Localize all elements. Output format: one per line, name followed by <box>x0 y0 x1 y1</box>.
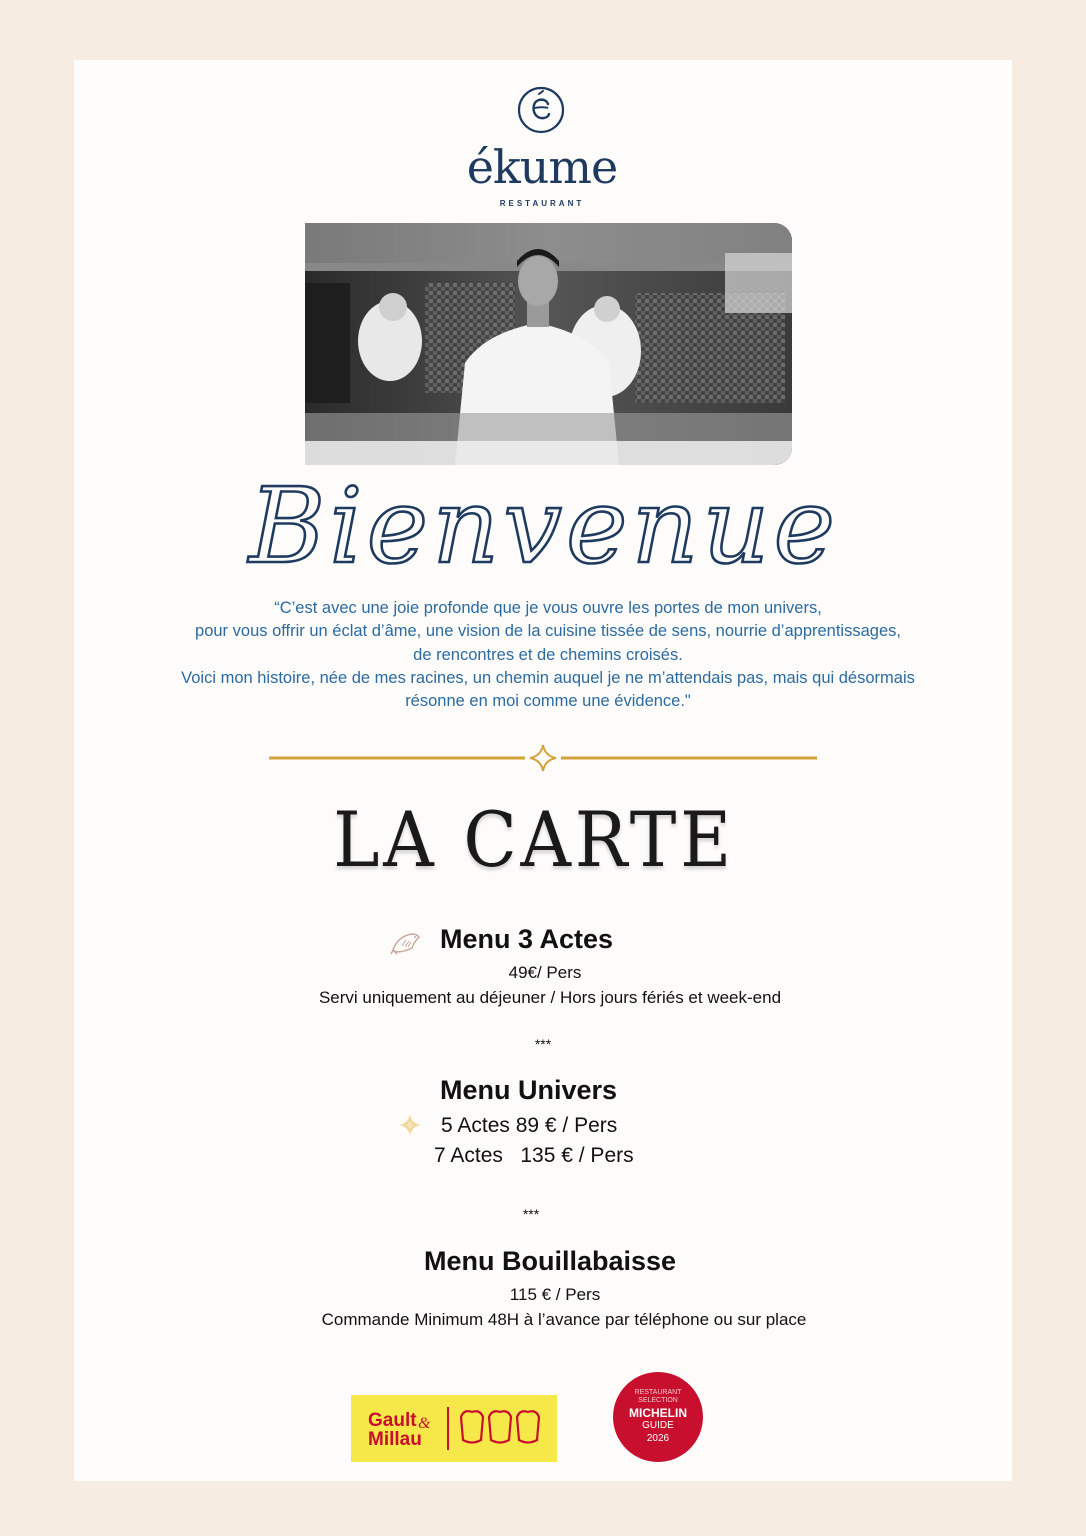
gault-millau-badge <box>351 1395 557 1462</box>
menu-univers-option: 5 Actes 89 € / Pers <box>441 1114 618 1137</box>
brand-subtitle: RESTAURANT <box>499 199 585 208</box>
quote-line: pour vous offrir un éclat d’âme, une vision de la cuisine tissée de sens, nourrie d’apprentissages, <box>195 622 901 641</box>
ekume-logo-icon <box>517 86 565 134</box>
svg-text:Millau: Millau <box>368 1429 422 1450</box>
menu-bouillabaisse-price: 115 € / Pers <box>509 1285 601 1304</box>
quote-line: “C’est avec une joie profonde que je vous ouvre les portes de mon univers, <box>274 599 822 617</box>
menu-3-actes-price: 49€/ Pers <box>508 963 582 982</box>
svg-text:Gault: Gault <box>368 1410 417 1431</box>
menu-page <box>74 60 1012 1481</box>
menu-bouillabaisse-title: Menu Bouillabaisse <box>423 1246 677 1276</box>
svg-text:RESTAURANT: RESTAURANT <box>634 1389 682 1396</box>
svg-text:&: & <box>418 1415 431 1432</box>
brand-name: ékume <box>466 140 618 194</box>
bienvenue-text: Bienvenue <box>248 465 840 580</box>
chef-kitchen-photo <box>305 223 792 465</box>
separator: *** <box>534 1036 552 1052</box>
fish-icon <box>390 928 422 956</box>
svg-text:GUIDE: GUIDE <box>642 1420 674 1431</box>
menu-bouillabaisse-note: Commande Minimum 48H à l’avance par téléphone ou sur place <box>321 1310 807 1329</box>
welcome-quote <box>114 597 982 713</box>
svg-text:MICHELIN: MICHELIN <box>629 1406 687 1420</box>
michelin-guide-badge <box>612 1371 704 1463</box>
svg-text:SELECTION: SELECTION <box>638 1397 678 1404</box>
gold-star-divider <box>269 743 817 773</box>
sparkle-icon <box>399 1114 421 1136</box>
bienvenue-title <box>194 450 894 580</box>
menu-univers-title: Menu Univers <box>440 1075 618 1105</box>
svg-text:2026: 2026 <box>646 1433 670 1444</box>
quote-line: Voici mon histoire, née de mes racines, un chemin auquel je ne m’attendais pas, mais qui désormais <box>181 668 915 687</box>
quote-line: résonne en moi comme une évidence." <box>405 692 691 711</box>
la-carte-title: LA CARTE <box>333 795 735 884</box>
menu-3-actes-title: Menu 3 Actes <box>440 924 614 954</box>
quote-line: de rencontres et de chemins croisés. <box>413 645 683 664</box>
menu-univers-option: 7 Actes 135 € / Pers <box>434 1144 634 1167</box>
menu-3-actes-note: Servi uniquement au déjeuner / Hors jours fériés et week-end <box>318 988 782 1007</box>
separator: *** <box>522 1206 540 1222</box>
